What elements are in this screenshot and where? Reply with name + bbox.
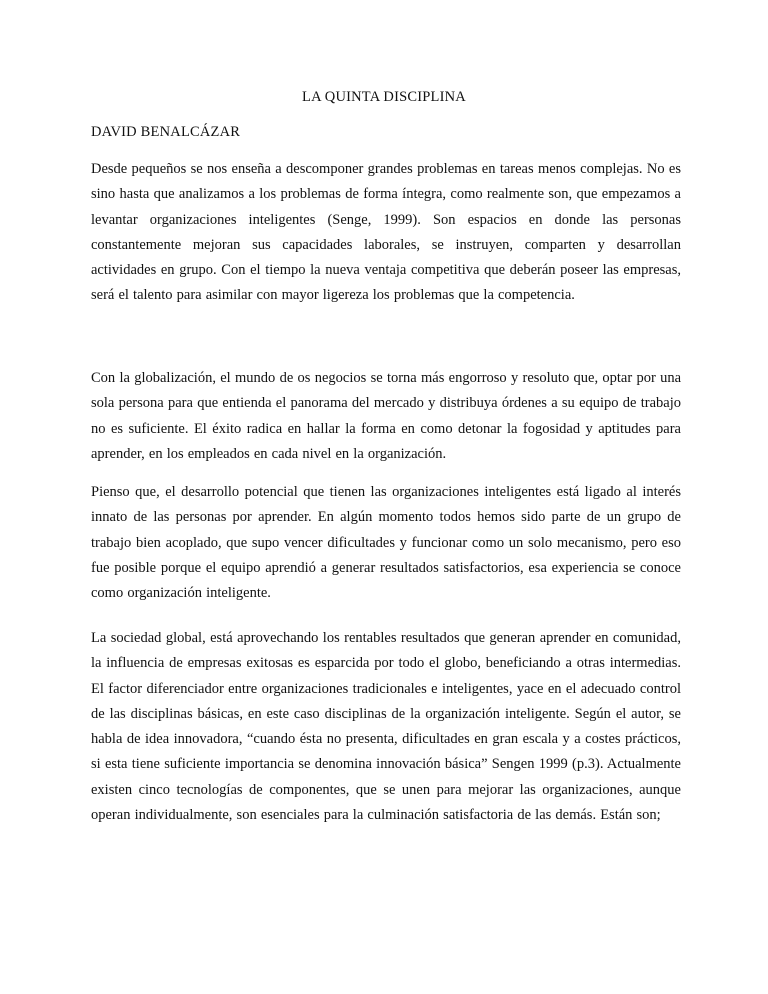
paragraph-3: Pienso que, el desarrollo potencial que tienen las organizaciones inteligentes está ligado al interés innato de las personas por aprender. En algún momento todos hemos sido parte de un grupo de trabajo bien acoplado, que supo vencer dificultades y funcionar como un solo mecanismo, pero eso fue posible porque el equipo aprendió a generar resultados satisfactorios, esa experiencia se conoce como organización inteligente. — [91, 484, 681, 602]
paragraph-1: Desde pequeños se nos enseña a descomponer grandes problemas en tareas menos complejas. No es sino hasta que analizamos a los problemas de forma íntegra, como realmente son, que empezamos a levantar organizaciones inteligentes (Senge, 1999). Son espacios en donde las personas constantemente mejoran sus capacidades laborales, se instruyen, comparten y desarrollan actividades en grupo. Con el tiempo la nueva ventaja competitiva que deberán poseer las empresas, será el talento para asimilar con mayor ligereza los problemas que la competencia. — [91, 161, 681, 304]
paragraph-2: Con la globalización, el mundo de os negocios se torna más engorroso y resoluto que, optar por una sola persona para que entienda el panorama del mercado y distribuya órdenes a su equipo de trabajo no es suficiente. El éxito radica en hallar la forma en como detonar la fogosidad y aptitudes para aprender, en los empleados en cada nivel en la organización. — [91, 370, 681, 462]
paragraph-4: La sociedad global, está aprovechando los rentables resultados que generan aprender en comunidad, la influencia de empresas exitosas es esparcida por todo el globo, beneficiando a otras intermedias. El factor diferenciador entre organizaciones tradicionales e inteligentes, yace en el adecuado control de las disciplinas básicas, en este caso disciplinas de la organización inteligente. Según el autor, se habla de idea innovadora, “cuando ésta no presenta, dificultades en gran escala y a costes prácticos, si esta tiene suficiente importancia se denomina innovación básica” Sengen 1999 (p.3). Actualmente existen cinco tecnologías de componentes, que se unen para mejorar las organizaciones, aunque operan individualmente, son esenciales para la culminación satisfactoria de las demás. Están son; — [91, 630, 681, 824]
author-name: DAVID BENALCÁZAR — [91, 124, 241, 140]
document-title: LA QUINTA DISCIPLINA — [302, 89, 466, 105]
